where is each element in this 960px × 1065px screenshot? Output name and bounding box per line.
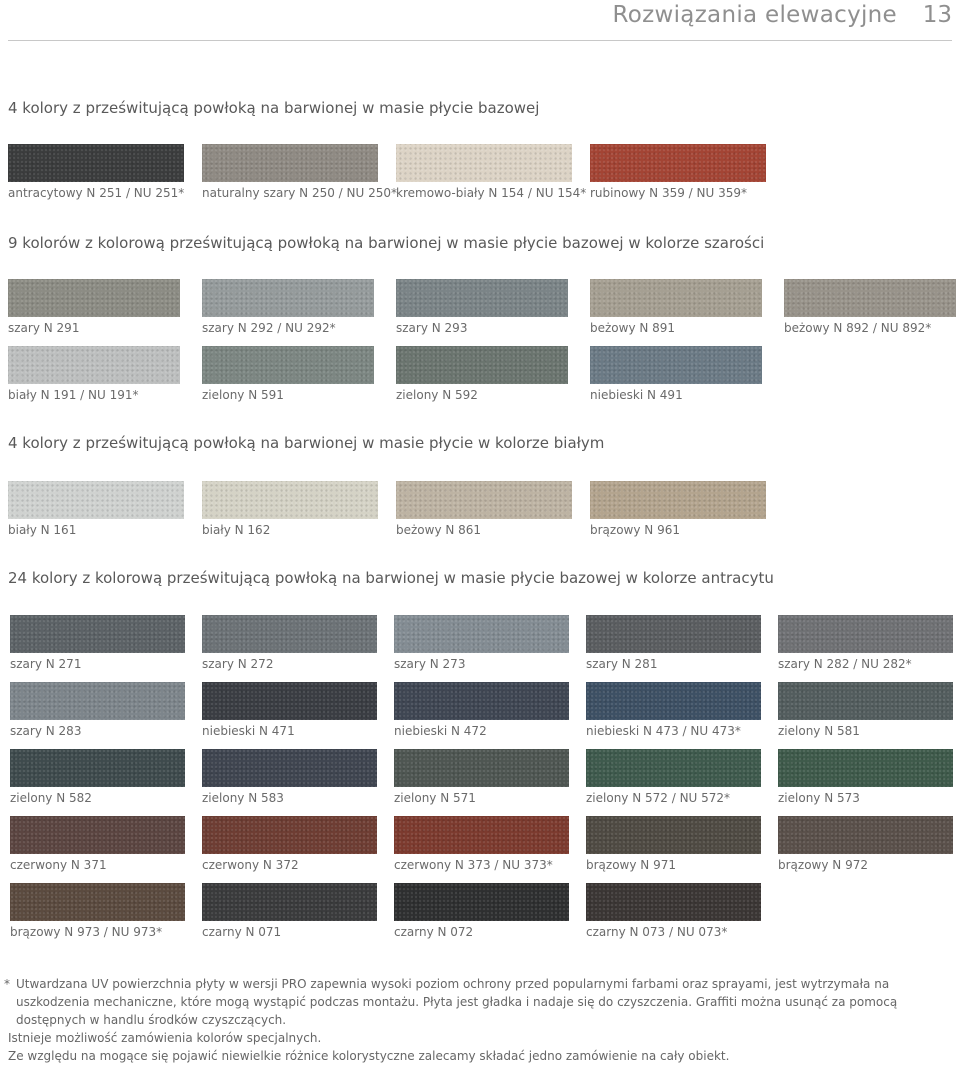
- color-swatch: [8, 481, 184, 519]
- color-swatch: [778, 816, 953, 854]
- swatch-label: zielony N 583: [202, 791, 284, 805]
- color-swatch: [202, 144, 378, 182]
- color-swatch: [8, 279, 180, 317]
- swatch-label: zielony N 582: [10, 791, 92, 805]
- swatch-item: [394, 749, 569, 805]
- swatch-label: niebieski N 471: [202, 724, 295, 738]
- swatch-label: beżowy N 861: [396, 523, 482, 537]
- swatch-label: czarny N 073 / NU 073*: [586, 925, 728, 939]
- swatch-item: [202, 682, 377, 738]
- swatch-item: [202, 816, 377, 872]
- swatch-item: [8, 144, 184, 200]
- swatch-label: szary N 271: [10, 657, 82, 671]
- swatch-item: [778, 749, 953, 805]
- swatch-item: [394, 883, 569, 939]
- swatch-label: czarny N 071: [202, 925, 282, 939]
- swatch-label: czerwony N 372: [202, 858, 299, 872]
- footnote-marker: *: [4, 977, 10, 991]
- swatch-label: szary N 282 / NU 282*: [778, 657, 912, 671]
- swatch-item: [10, 615, 185, 671]
- swatch-label: brązowy N 961: [590, 523, 680, 537]
- swatch-label: szary N 283: [10, 724, 82, 738]
- swatch-label: beżowy N 892 / NU 892*: [784, 321, 932, 335]
- swatch-label: zielony N 581: [778, 724, 860, 738]
- color-swatch: [396, 144, 572, 182]
- swatch-item: [202, 615, 377, 671]
- footnote-text: Utwardzana UV powierzchnia płyty w wersji PRO zapewnia wysoki poziom ochrony przed popularnymi farbami oraz sprayami, jest wytrzymała na uszkodzenia mechaniczne, które mogą wystąpić podczas montażu. Płyta jest gładka i nadaje się do czyszczenia. Graffiti można usunąć za pomocą dostępnych w handlu środków czyszczących.: [16, 977, 898, 1027]
- color-swatch: [778, 682, 953, 720]
- swatch-item: [590, 144, 766, 200]
- swatch-label: szary N 273: [394, 657, 466, 671]
- swatch-label: szary N 291: [8, 321, 80, 335]
- page-number: 13: [922, 2, 952, 28]
- color-swatch: [202, 279, 374, 317]
- color-swatch: [590, 481, 766, 519]
- swatch-item: [586, 883, 761, 939]
- color-swatch: [586, 883, 761, 921]
- swatch-item: [10, 883, 185, 939]
- notes: [8, 1029, 952, 1065]
- section-title-2: 9 kolorów z kolorową prześwitującą powłoką na barwionej w masie płycie bazowej w kolorze szarości: [8, 234, 765, 252]
- swatch-item: [590, 346, 762, 402]
- swatch-label: czarny N 072: [394, 925, 474, 939]
- swatch-item: [396, 279, 568, 335]
- color-swatch: [202, 682, 377, 720]
- color-swatch: [590, 346, 762, 384]
- color-swatch: [778, 615, 953, 653]
- swatch-item: [586, 749, 761, 805]
- swatch-item: [778, 816, 953, 872]
- color-swatch: [10, 883, 185, 921]
- color-swatch: [202, 816, 377, 854]
- color-swatch: [778, 749, 953, 787]
- footnote: [4, 975, 952, 1029]
- color-swatch: [586, 615, 761, 653]
- swatch-item: [394, 615, 569, 671]
- swatch-item: [202, 346, 374, 402]
- color-swatch: [590, 279, 762, 317]
- color-swatch: [202, 481, 378, 519]
- note-order-advice: Ze względu na mogące się pojawić niewielkie różnice kolorystyczne zalecamy składać jedno zamówienie na cały obiekt.: [8, 1049, 730, 1063]
- color-swatch: [8, 346, 180, 384]
- swatch-item: [586, 615, 761, 671]
- swatch-item: [784, 279, 956, 335]
- color-swatch: [586, 816, 761, 854]
- color-swatch: [202, 883, 377, 921]
- swatch-item: [394, 682, 569, 738]
- color-swatch: [202, 346, 374, 384]
- swatch-label: biały N 161: [8, 523, 77, 537]
- section-title-4: 24 kolory z kolorową prześwitującą powłoką na barwionej w masie płycie bazowej w kolorze antracytu: [8, 569, 774, 587]
- swatch-item: [8, 279, 180, 335]
- swatch-item: [202, 144, 398, 200]
- swatch-label: brązowy N 973 / NU 973*: [10, 925, 163, 939]
- swatch-label: brązowy N 971: [586, 858, 676, 872]
- swatch-label: czerwony N 373 / NU 373*: [394, 858, 553, 872]
- color-swatch: [394, 682, 569, 720]
- color-swatch: [396, 279, 568, 317]
- swatch-label: zielony N 591: [202, 388, 284, 402]
- color-swatch: [590, 144, 766, 182]
- swatch-item: [394, 816, 569, 872]
- section-title-1: 4 kolory z prześwitującą powłoką na barwionej w masie płycie bazowej: [8, 99, 540, 117]
- swatch-item: [10, 816, 185, 872]
- page-header: [8, 0, 952, 41]
- swatch-item: [590, 279, 762, 335]
- swatch-label: czerwony N 371: [10, 858, 107, 872]
- color-swatch: [394, 749, 569, 787]
- swatch-label: zielony N 572 / NU 572*: [586, 791, 731, 805]
- swatch-label: szary N 281: [586, 657, 658, 671]
- swatch-item: [202, 883, 377, 939]
- swatch-label: zielony N 573: [778, 791, 860, 805]
- color-swatch: [202, 615, 377, 653]
- swatch-item: [202, 749, 377, 805]
- swatch-item: [586, 816, 761, 872]
- swatch-label: niebieski N 491: [590, 388, 683, 402]
- note-special-colors: Istnieje możliwość zamówienia kolorów specjalnych.: [8, 1031, 322, 1045]
- swatch-label: niebieski N 472: [394, 724, 487, 738]
- color-swatch: [10, 816, 185, 854]
- swatch-item: [202, 279, 374, 335]
- swatch-label: beżowy N 891: [590, 321, 676, 335]
- swatch-item: [10, 749, 185, 805]
- color-swatch: [10, 682, 185, 720]
- swatch-item: [396, 346, 568, 402]
- color-swatch: [396, 346, 568, 384]
- swatch-item: [778, 615, 953, 671]
- color-swatch: [10, 749, 185, 787]
- swatch-item: [586, 682, 761, 738]
- color-swatch: [784, 279, 956, 317]
- swatch-item: [590, 481, 766, 537]
- swatch-item: [202, 481, 378, 537]
- swatch-item: [778, 682, 953, 738]
- color-swatch: [394, 816, 569, 854]
- swatch-item: [10, 682, 185, 738]
- swatch-item: [8, 481, 184, 537]
- swatch-label: brązowy N 972: [778, 858, 868, 872]
- swatch-label: szary N 293: [396, 321, 468, 335]
- swatch-label: szary N 292 / NU 292*: [202, 321, 336, 335]
- color-swatch: [10, 615, 185, 653]
- swatch-item: [8, 346, 180, 402]
- header-title: Rozwiązania elewacyjne: [612, 2, 897, 28]
- color-swatch: [394, 615, 569, 653]
- swatch-label: rubinowy N 359 / NU 359*: [590, 186, 748, 200]
- swatch-label: niebieski N 473 / NU 473*: [586, 724, 741, 738]
- color-swatch: [586, 749, 761, 787]
- swatch-item: [396, 144, 587, 200]
- swatch-label: zielony N 592: [396, 388, 478, 402]
- swatch-item: [396, 481, 572, 537]
- color-swatch: [394, 883, 569, 921]
- swatch-label: biały N 162: [202, 523, 271, 537]
- section-title-3: 4 kolory z prześwitującą powłoką na barwionej w masie płycie w kolorze białym: [8, 434, 605, 452]
- swatch-label: szary N 272: [202, 657, 274, 671]
- color-swatch: [202, 749, 377, 787]
- swatch-label: zielony N 571: [394, 791, 476, 805]
- color-swatch: [8, 144, 184, 182]
- swatch-label: naturalny szary N 250 / NU 250*: [202, 186, 398, 200]
- color-swatch: [396, 481, 572, 519]
- swatch-label: biały N 191 / NU 191*: [8, 388, 139, 402]
- swatch-label: kremowo-biały N 154 / NU 154*: [396, 186, 587, 200]
- swatch-label: antracytowy N 251 / NU 251*: [8, 186, 185, 200]
- color-swatch: [586, 682, 761, 720]
